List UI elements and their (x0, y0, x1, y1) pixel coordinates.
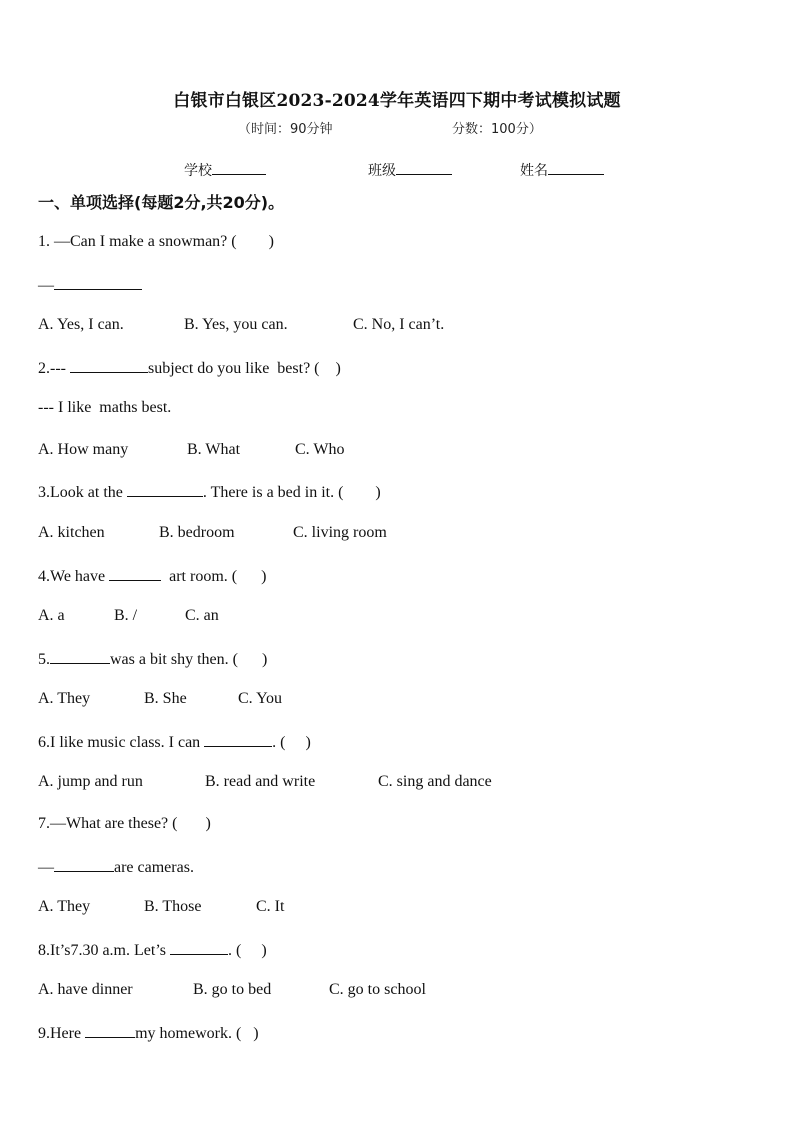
stem-text: my homework. ( ) (135, 1025, 259, 1042)
stem-text: . ( ) (272, 734, 311, 751)
stem-text: 9.Here (38, 1025, 86, 1042)
option-b[interactable]: B. / (114, 607, 138, 624)
section-heading: 一、单项选择(每题2分,共20分)。 (38, 193, 285, 212)
question-5-options (38, 690, 282, 708)
question-7-answer-line (38, 857, 194, 877)
page-title: 白银市白银区2023-2024学年英语四下期中考试模拟试题 (173, 91, 621, 111)
class-blank[interactable] (396, 162, 452, 175)
stem-text: subject do you like best? ( ) (147, 360, 341, 377)
question-3-options (38, 524, 387, 542)
option-a[interactable]: A. jump and run (38, 773, 143, 790)
question-7-options (38, 898, 284, 916)
answer-blank[interactable] (70, 358, 148, 373)
answer-blank[interactable] (109, 566, 161, 581)
question-8-options (38, 981, 426, 999)
option-a[interactable]: A. a (38, 607, 65, 624)
stem-text: 4.We have (38, 568, 110, 585)
question-2-line2: --- I like maths best. (38, 399, 172, 416)
name-blank[interactable] (548, 162, 604, 175)
question-6-options (38, 773, 492, 791)
question-1-answer-line (38, 275, 142, 295)
stem-text: 5. (38, 651, 50, 668)
stem-text: . ( ) (227, 942, 267, 959)
answer-text: are cameras. (114, 859, 194, 876)
option-c[interactable]: C. go to school (329, 981, 426, 998)
answer-blank[interactable] (50, 649, 110, 664)
answer-blank[interactable] (85, 1023, 135, 1038)
class-field[interactable] (368, 160, 452, 180)
option-b[interactable]: B. She (144, 690, 187, 707)
school-field[interactable] (184, 160, 266, 180)
answer-dash: — (38, 277, 54, 294)
school-blank[interactable] (212, 162, 266, 175)
name-label: 姓名 (520, 163, 548, 179)
stem-text: 8.It’s7.30 a.m. Let’s (38, 942, 170, 959)
answer-blank[interactable] (127, 482, 203, 497)
question-2-options (38, 441, 344, 459)
answer-blank[interactable] (54, 857, 114, 872)
name-field[interactable] (520, 160, 604, 180)
stem-text: . There is a bed in it. ( ) (202, 484, 381, 501)
question-7-stem: 7.—What are these? ( ) (38, 815, 211, 832)
question-5-stem (38, 649, 267, 669)
exam-score: 分数：100分） (452, 122, 542, 137)
stem-text: 3.Look at the (38, 484, 127, 501)
option-b[interactable]: B. Those (144, 898, 202, 915)
option-b[interactable]: B. read and write (205, 773, 316, 790)
question-8-stem (38, 940, 267, 960)
answer-blank[interactable] (170, 940, 228, 955)
option-c[interactable]: C. No, I can’t. (353, 316, 445, 333)
option-a[interactable]: A. They (38, 898, 91, 915)
option-c[interactable]: C. Who (295, 441, 345, 458)
exam-time: （时间：90分钟 (238, 122, 333, 137)
option-a[interactable]: A. Yes, I can. (38, 316, 124, 333)
option-c[interactable]: C. It (256, 898, 285, 915)
option-a[interactable]: A. kitchen (38, 524, 105, 541)
question-4-options (38, 607, 219, 625)
option-c[interactable]: C. an (185, 607, 219, 624)
option-b[interactable]: B. go to bed (193, 981, 272, 998)
option-c[interactable]: C. You (238, 690, 283, 707)
option-a[interactable]: A. How many (38, 441, 129, 458)
stem-text: was a bit shy then. ( ) (110, 651, 268, 668)
class-label: 班级 (368, 163, 396, 179)
answer-blank[interactable] (54, 275, 142, 290)
option-a[interactable]: A. They (38, 690, 91, 707)
question-3-stem (38, 482, 381, 502)
question-6-stem (38, 732, 311, 752)
stem-text: 6.I like music class. I can (38, 734, 205, 751)
option-b[interactable]: B. bedroom (159, 524, 235, 541)
option-a[interactable]: A. have dinner (38, 981, 133, 998)
option-b[interactable]: B. What (187, 441, 241, 458)
answer-dash: — (38, 859, 54, 876)
option-c[interactable]: C. sing and dance (378, 773, 492, 790)
question-4-stem (38, 566, 266, 586)
stem-text: art room. ( ) (161, 568, 267, 585)
answer-blank[interactable] (204, 732, 272, 747)
question-9-stem (38, 1023, 259, 1043)
option-c[interactable]: C. living room (293, 524, 387, 541)
question-1-stem: 1. —Can I make a snowman? ( ) (38, 233, 274, 250)
question-1-options (38, 316, 444, 334)
school-label: 学校 (184, 163, 212, 179)
stem-text: 2.--- (38, 360, 70, 377)
option-b[interactable]: B. Yes, you can. (184, 316, 288, 333)
question-2-stem (38, 358, 341, 378)
